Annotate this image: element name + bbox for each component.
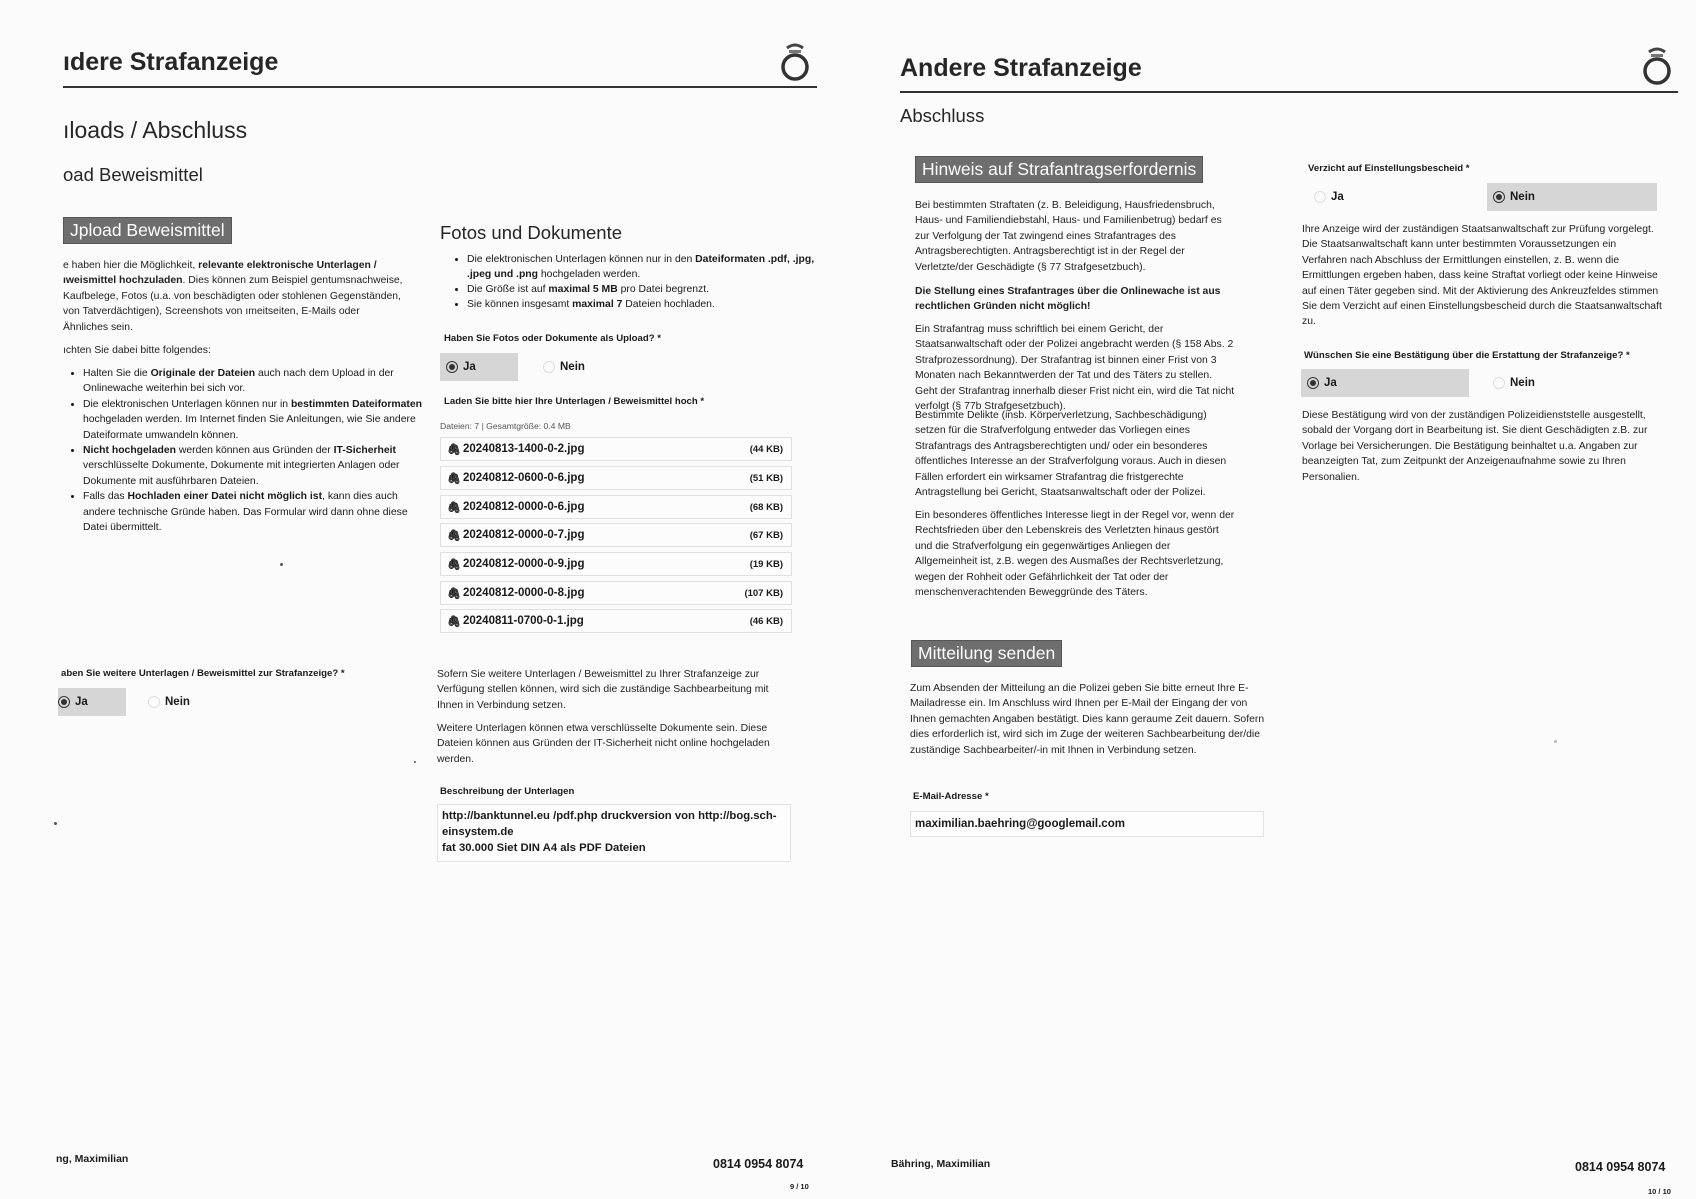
photos-title: Fotos und Dokumente <box>440 222 623 243</box>
footer-name: ng, Maximilian <box>56 1153 129 1165</box>
radio-unchecked-icon <box>1314 191 1326 203</box>
file-name: 20240812-0000-0-9.jpg <box>463 558 585 570</box>
verzicht-text: Ihre Anzeige wird der zuständigen Staatsanwaltschaft zur Prüfung vorgelegt. Die Staatsanwaltschaft kann unter bestimmten Voraussetzungen ein Verfahren nach Abschluss der Ermittlungen einstellen, z. B. wenn die Ermittlungen ergeben haben, dass keine Straftat vorliegt oder keine Hinweise auf einen Täter gegeben sind. Mit der Aktivierung des Ankreuzfeldes stimmen Sie dem Verzicht auf einen Einstellungsbescheid durch die Staatsanwaltschaft zu. <box>1302 224 1662 328</box>
paperclip-icon: 🖇 <box>447 501 461 514</box>
upload-bullets <box>61 366 431 535</box>
file-name: 20240811-0700-0-1.jpg <box>463 615 584 627</box>
description-label: Beschreibung der Unterlagen <box>440 786 575 797</box>
hinweis-text-1: Bei bestimmten Straftaten (z. B. Beleidigung, Hausfriedensbruch, Haus- und Familiendiebstahl, Haus- und Familienbetrug) bedarf es zur Verfolgung der Tat zwingend eines Strafantrages des Antragsberechtigten. Antragsberechtigt ist in der Regel der Verletzte/der Geschädigte (§ 77 Strafgesetzbuch). <box>915 200 1222 273</box>
photos-no-radio[interactable] <box>537 353 627 381</box>
paperclip-icon: 🖇 <box>447 558 461 571</box>
radio-checked-icon <box>1307 377 1319 389</box>
more-docs-yes-radio[interactable] <box>58 688 126 716</box>
file-row[interactable] <box>440 466 792 490</box>
radio-label: Nein <box>165 696 190 708</box>
bestaetigung-label: Wünschen Sie eine Bestätigung über die Erstattung der Strafanzeige? * <box>1304 350 1630 361</box>
header-rule <box>900 91 1678 93</box>
file-name: 20240812-0000-0-8.jpg <box>463 587 585 599</box>
footer-page-number: 9 / 10 <box>790 1182 809 1191</box>
email-value: maximilian.baehring@googlemail.com <box>915 818 1125 830</box>
radio-checked-icon <box>1493 191 1505 203</box>
page-9 <box>0 0 830 1199</box>
file-size: (19 KB) <box>749 558 783 570</box>
hinweis-text-3: Bestimmte Delikte (insb. Körperverletzung, Sachbeschädigung) setzen für die Strafverfolgung entweder das Vorliegen eines Strafantrags des Antragsberechtigten und/ oder ein besonderes öffentliches Interesse an der Strafverfolgung voraus. Auch in diesen Fällen erfordert ein wirksamer Strafantrag die fristgerechte Antragstellung bei Gericht, Staatsanwaltschaft oder der Polizei. <box>915 410 1227 499</box>
description-textarea[interactable] <box>437 804 791 862</box>
file-size: (68 KB) <box>749 501 783 513</box>
paperclip-icon: 🖇 <box>447 443 461 456</box>
radio-checked-icon <box>446 361 458 373</box>
list-item: • Falls das Hochladen einer Datei nicht möglich ist, kann dies auch andere technische Gründe haben. Das Formular wird dann ohne diese Datei übermittelt. <box>83 489 431 535</box>
list-item: • Die elektronischen Unterlagen können nur in den Dateiformaten .pdf, .jpg, .jpeg und .png hochgeladen werden. <box>467 252 817 282</box>
radio-checked-icon <box>58 696 70 708</box>
photos-yes-radio[interactable] <box>440 353 518 381</box>
radio-label: Nein <box>1510 377 1535 389</box>
police-logo-icon <box>778 40 812 84</box>
file-size: (67 KB) <box>749 529 783 541</box>
file-size: (51 KB) <box>749 472 783 484</box>
file-size: (44 KB) <box>749 443 783 455</box>
photos-rules <box>445 252 817 312</box>
subsection-title: oad Beweismittel <box>63 164 203 185</box>
page-header-title: ıdere Strafanzeige <box>63 48 279 76</box>
footer-case-number: 0814 0954 8074 <box>1575 1160 1666 1174</box>
upload-meta: Dateien: 7 | Gesamtgröße: 0.4 MB <box>440 421 571 431</box>
file-name: 20240813-1400-0-2.jpg <box>463 443 585 455</box>
bestaetigung-text: Diese Bestätigung wird von der zuständigen Polizeidienststelle ausgestellt, sobald der Vorgang dort in Bearbeitung ist. Sie dient Geschädigten z.B. zur Vorlage bei Versicherungen. Die Bestätigung beinhaltet u.a. Angaben zur beanzeigten Tat, zum Zeitpunkt der Anzeigenaufnahme sowie zu Ihren Personalien. <box>1302 410 1648 483</box>
file-size: (46 KB) <box>749 615 783 627</box>
more-info-text: Sofern Sie weitere Unterlagen / Beweismittel zu Ihrer Strafanzeige zur Verfügung stellen können, wird sich die zuständige Sachbearbeitung mit Ihnen in Verbindung setzen. <box>437 669 769 711</box>
more-docs-no-radio[interactable] <box>142 688 232 716</box>
file-name: 20240812-0600-0-6.jpg <box>463 472 585 484</box>
radio-label: Ja <box>1324 377 1337 389</box>
footer-page-number: 10 / 10 <box>1648 1187 1671 1196</box>
mitteilung-heading: Mitteilung senden <box>911 640 1062 667</box>
hinweis-text-2: Ein Strafantrag muss schriftlich bei einem Gericht, der Staatsanwaltschaft oder der Polizei angebracht werden (§ 158 Abs. 2 Strafprozessordnung). Der Strafantrag ist binnen einer Frist von 3 Monaten nach Bekanntwerden der Tat und des Täters zu stellen. Geht der Strafantrag innerhalb dieser Frist nicht ein, wird die Tat nicht verfolgt (§ 77b Strafgesetzbuch). <box>915 324 1235 413</box>
email-field[interactable] <box>910 811 1264 837</box>
mitteilung-text: Zum Absenden der Mitteilung an die Polizei geben Sie bitte erneut Ihre E-Mailadresse ein. Im Anschluss wird Ihnen per E-Mail der Eingang der von Ihnen gemachten Angaben bestätigt. Dies kann geraume Zeit dauern. Sofern dies erforderlich ist, wird sich im Zuge der weiteren Sachbearbeitung der/die zuständige Sachbearbeiter/-in mit Ihnen in Verbindung setzen. <box>910 683 1265 756</box>
bestaetigung-yes-radio[interactable] <box>1301 369 1469 397</box>
file-row[interactable] <box>440 523 792 547</box>
list-item: • Nicht hochgeladen werden können aus Gründen der IT-Sicherheit verschlüsselte Dokumente, Dokumente mit integrierten Anlagen oder Dokumente mit ausführbaren Dateien. <box>83 443 431 489</box>
radio-label: Ja <box>463 361 476 373</box>
more-docs-question: aben Sie weitere Unterlagen / Beweismittel zur Strafanzeige? * <box>61 668 345 679</box>
bestaetigung-no-radio[interactable] <box>1487 369 1607 397</box>
file-row[interactable] <box>440 581 792 605</box>
footer-name: Bähring, Maximilian <box>891 1158 991 1170</box>
scan-speck <box>54 822 57 825</box>
scan-speck <box>1554 740 1557 743</box>
file-row[interactable] <box>440 552 792 576</box>
header-rule <box>63 86 817 88</box>
paperclip-icon: 🖇 <box>447 472 461 485</box>
file-row[interactable] <box>440 495 792 519</box>
radio-unchecked-icon <box>148 696 160 708</box>
scan-speck <box>280 563 283 566</box>
page-header-title: Andere Strafanzeige <box>900 54 1142 82</box>
radio-label: Ja <box>1331 191 1344 203</box>
photos-question: Haben Sie Fotos oder Dokumente als Upload? * <box>444 333 661 344</box>
radio-label: Nein <box>1510 191 1535 203</box>
paperclip-icon: 🖇 <box>447 529 461 542</box>
verzicht-no-radio[interactable] <box>1487 183 1657 211</box>
section-title: Abschluss <box>900 105 985 126</box>
paperclip-icon: 🖇 <box>447 587 461 600</box>
radio-label: Nein <box>560 361 585 373</box>
file-size: (107 KB) <box>744 587 783 599</box>
hinweis-text-bold: Die Stellung eines Strafantrages über die Onlinewache ist aus rechtlichen Gründen nicht möglich! <box>915 286 1221 313</box>
verzicht-label: Verzicht auf Einstellungsbescheid * <box>1308 163 1470 174</box>
footer-case-number: 0814 0954 8074 <box>713 1157 804 1171</box>
paperclip-icon: 🖇 <box>447 615 461 628</box>
file-row[interactable] <box>440 609 792 633</box>
email-label: E-Mail-Adresse * <box>913 791 989 802</box>
file-name: 20240812-0000-0-7.jpg <box>463 529 585 541</box>
section-title: ıloads / Abschluss <box>63 117 248 143</box>
list-item: • Halten Sie die Originale der Dateien auch nach dem Upload in der Onlinewache weiterhin bei sich vor. <box>83 366 431 397</box>
description-value: http://banktunnel.eu /pdf.php druckversion von http://bog.sch- einsystem.de fat 30.000 Siet DIN A4 als PDF Dateien <box>442 810 777 854</box>
file-row[interactable] <box>440 437 792 461</box>
upload-heading: Jpload Beweismittel <box>63 217 232 244</box>
page-10 <box>880 0 1696 1199</box>
hinweis-heading: Hinweis auf Strafantragserfordernis <box>915 156 1203 183</box>
radio-unchecked-icon <box>543 361 555 373</box>
hinweis-text-4: Ein besonderes öffentliches Interesse liegt in der Regel vor, wenn der Rechtsfrieden über den Lebenskreis des Verletzten hinaus gestört und die Strafverfolgung ein gegenwärtiges Anliegen der Allgemeinheit ist, z.B. wegen des Ausmaßes der Rechtsverletzung, wegen der Rohheit oder Gefährlichkeit der Tat oder der menschenverachtenden Beweggründe des Täters. <box>915 510 1235 599</box>
upload-note-lead: ıchten Sie dabei bitte folgendes: <box>63 345 211 356</box>
upload-field-label: Laden Sie bitte hier Ihre Unterlagen / Beweismittel hoch * <box>444 396 705 407</box>
list-item: • Die elektronischen Unterlagen können nur in bestimmten Dateiformaten hochgeladen werden. Im Internet finden Sie Anleitungen, wie Sie andere Dateiformate umwandeln können. <box>83 397 431 443</box>
radio-label: Ja <box>75 696 88 708</box>
list-item: • Sie können insgesamt maximal 7 Dateien hochladen. <box>467 297 817 312</box>
more-info-text-2: Weitere Unterlagen können etwa verschlüsselte Dokumente sein. Diese Dateien können aus Gründen der IT-Sicherheit nicht online hochgeladen werden. <box>437 723 770 765</box>
scan-speck <box>414 761 416 763</box>
verzicht-yes-radio[interactable] <box>1308 183 1398 211</box>
file-name: 20240812-0000-0-6.jpg <box>463 501 585 513</box>
list-item: • Die Größe ist auf maximal 5 MB pro Datei begrenzt. <box>467 282 817 297</box>
police-logo-icon <box>1640 44 1674 88</box>
radio-unchecked-icon <box>1493 377 1505 389</box>
upload-intro: e haben hier die Möglichkeit, relevante elektronische Unterlagen / ıweismittel hochzuladen. Dies können zum Beispiel gentumsnachweise, Kaufbelege, Fotos (u.a. von beschädigten oder stohlenen Gegenständen, von Tatverdächtigen), Screenshots von ımeitseiten, E-Mails oder Ähnliches sein. <box>63 260 403 333</box>
